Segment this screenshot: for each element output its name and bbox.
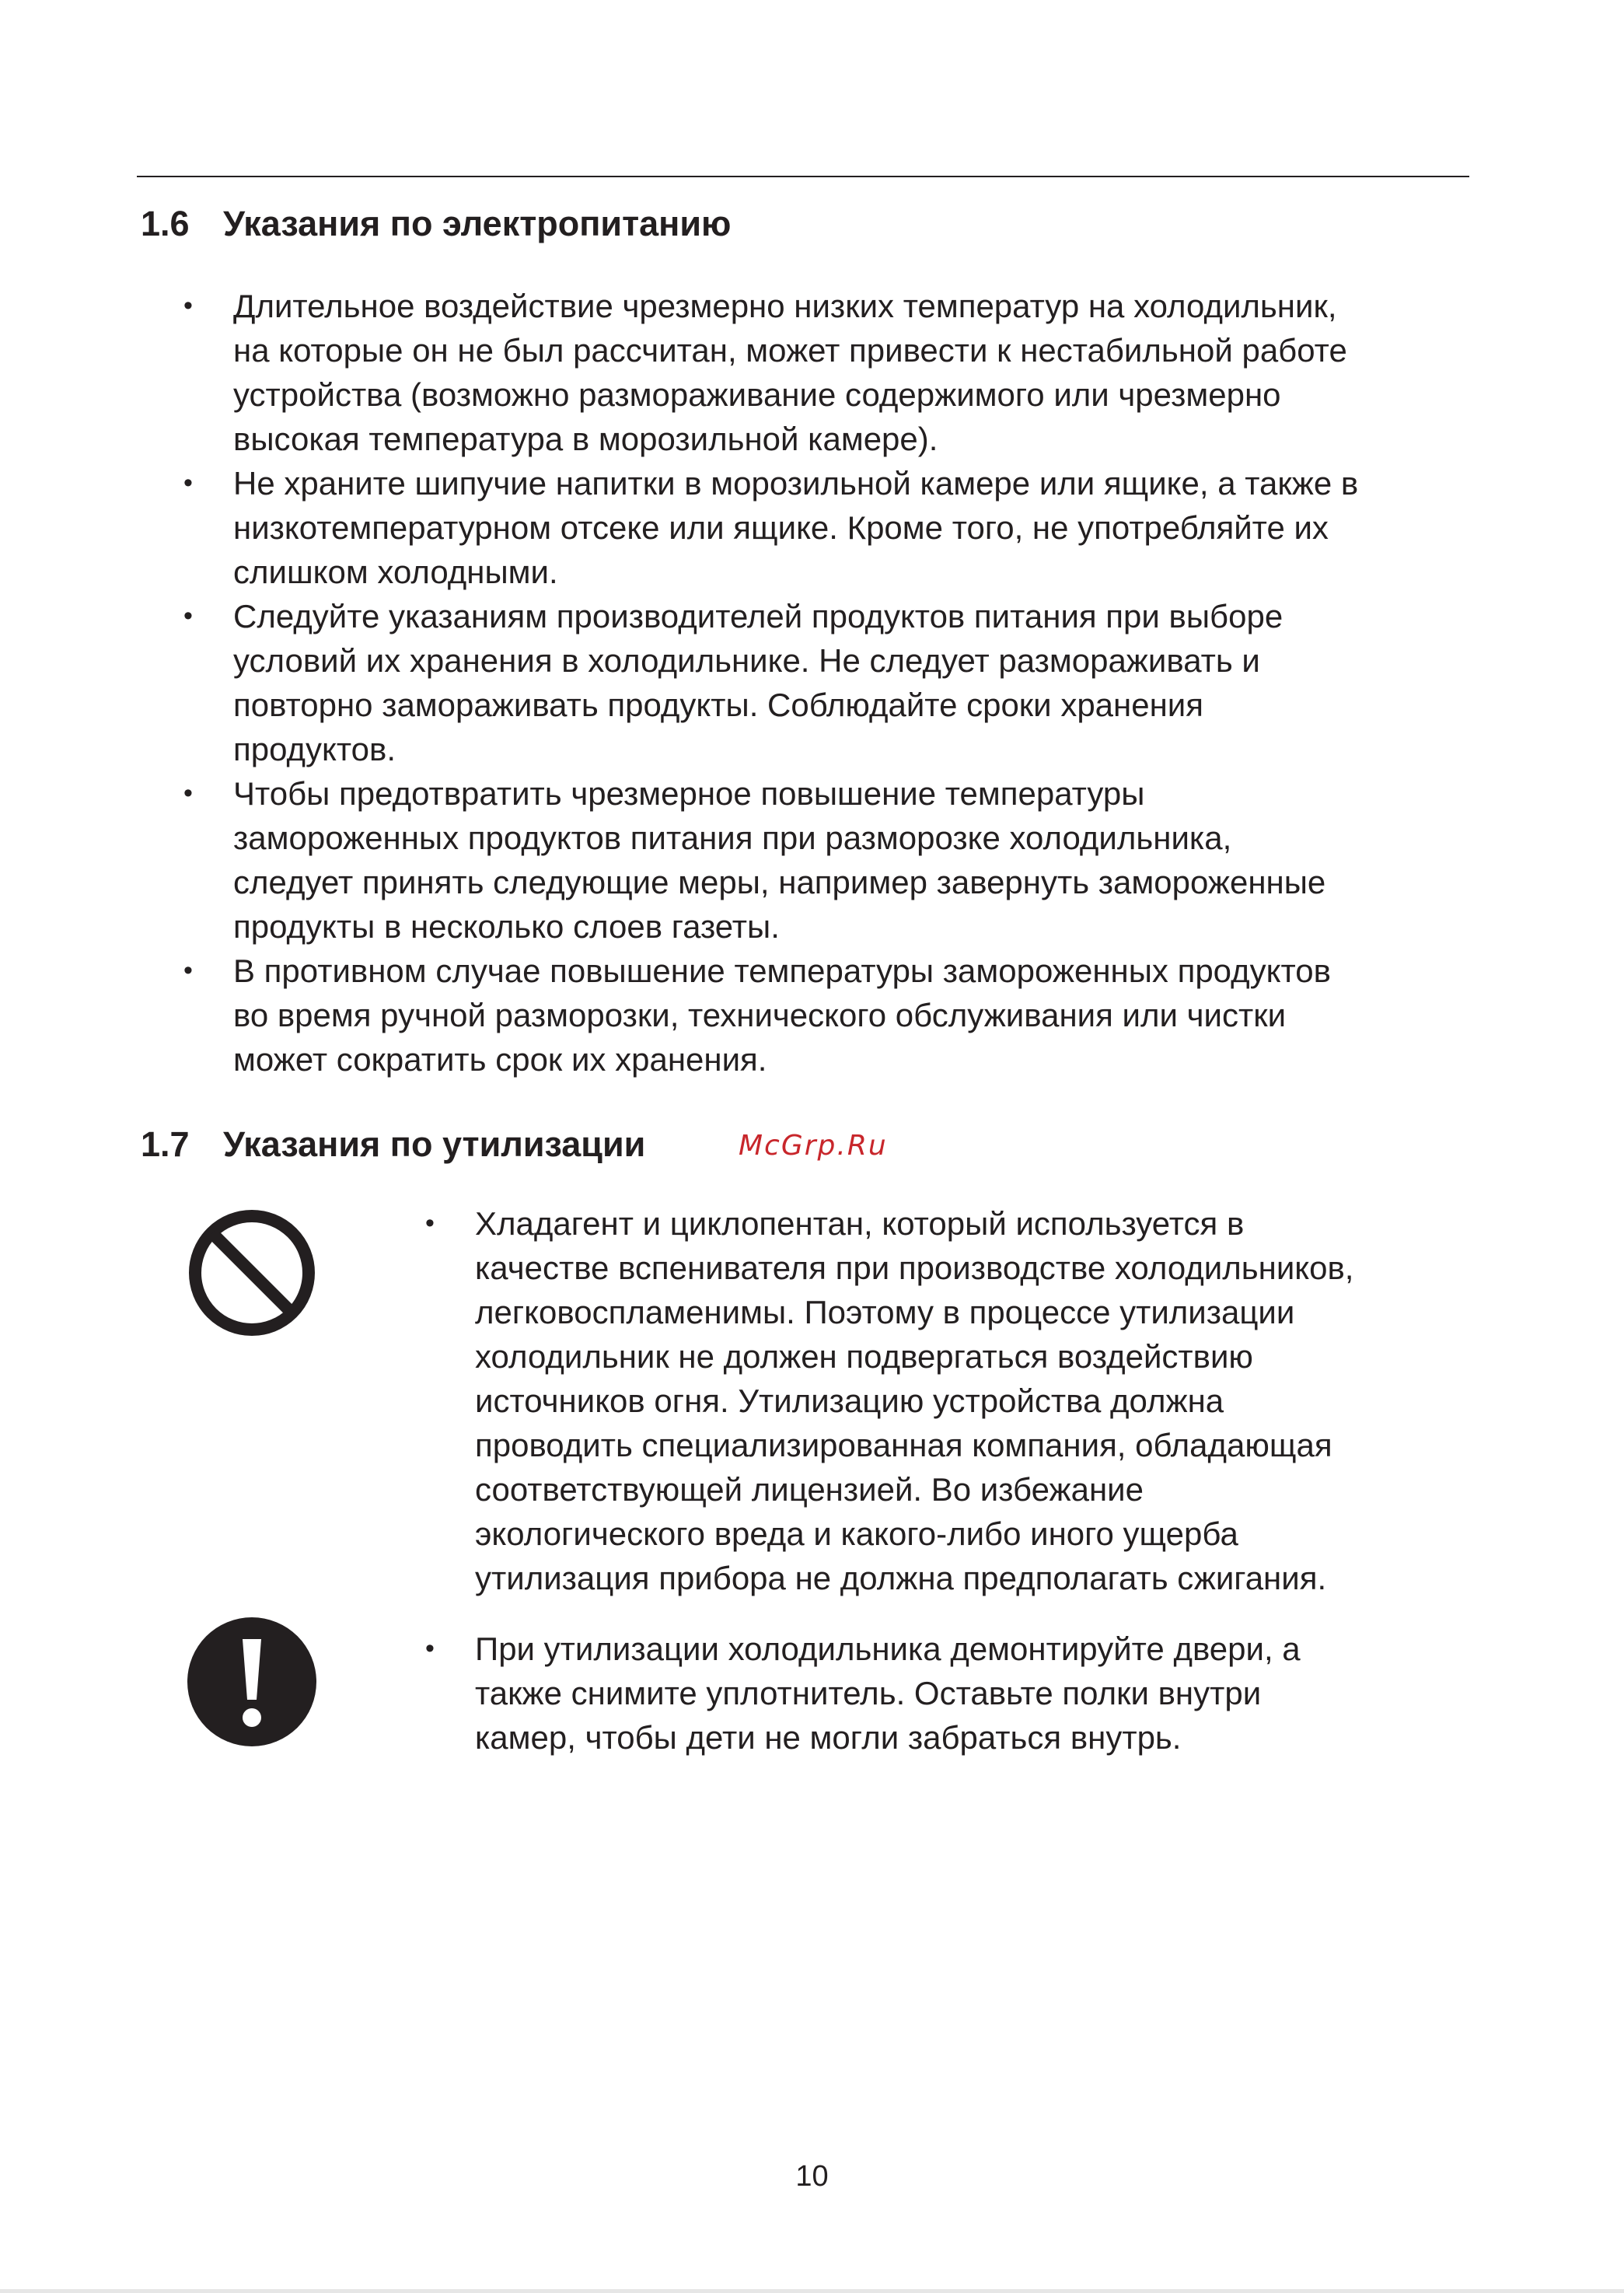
- section-title: Указания по утилизации: [223, 1124, 646, 1164]
- line: устройства (возможно размораживание содержимого или чрезмерно: [233, 376, 1281, 413]
- watermark: McGrp.Ru: [739, 1130, 888, 1162]
- line: проводить специализированная компания, обладающая: [475, 1427, 1332, 1463]
- bullet-marker: •: [183, 778, 193, 808]
- line: холодильник не должен подвергаться воздействию: [475, 1338, 1253, 1375]
- line: условий их хранения в холодильнике. Не следует размораживать и: [233, 642, 1260, 679]
- line: также снимите уплотнитель. Оставьте полки внутри: [475, 1675, 1262, 1711]
- line: повторно замораживать продукты. Соблюдайте сроки хранения: [233, 687, 1203, 723]
- section-heading-power: [141, 201, 731, 247]
- bullet-marker: •: [183, 601, 193, 631]
- line: камер, чтобы дети не могли забраться внутрь.: [475, 1719, 1182, 1756]
- line: источников огня. Утилизацию устройства должна: [475, 1382, 1224, 1419]
- prohibition-icon: [186, 1207, 318, 1339]
- list-item: [425, 1627, 1478, 1760]
- list-item: [183, 771, 1477, 949]
- line: При утилизации холодильника демонтируйте двери, а: [475, 1631, 1301, 1667]
- line: соответствующей лицензией. Во избежание: [475, 1471, 1144, 1508]
- line: легковоспламенимы. Поэтому в процессе утилизации: [475, 1294, 1295, 1330]
- line: во время ручной разморозки, технического обслуживания или чистки: [233, 997, 1287, 1033]
- line: экологического вреда и какого-либо иного ущерба: [475, 1515, 1238, 1552]
- line: Следуйте указаниям производителей продуктов питания при выборе: [233, 598, 1283, 634]
- line: высокая температура в морозильной камере).: [233, 421, 938, 457]
- line: может сократить срок их хранения.: [233, 1041, 767, 1078]
- disposal-doors-list: [425, 1627, 1478, 1760]
- bullet-marker: •: [425, 1208, 435, 1238]
- line: низкотемпературном отсеке или ящике. Кроме того, не употребляйте их: [233, 509, 1329, 546]
- line: на которые он не был рассчитан, может привести к нестабильной работе: [233, 332, 1347, 369]
- line: Длительное воздействие чрезмерно низких температур на холодильник,: [233, 288, 1337, 324]
- line: качестве вспенивателя при производстве холодильников,: [475, 1250, 1354, 1286]
- disposal-fire-list: [425, 1201, 1478, 1600]
- line: следует принять следующие меры, например завернуть замороженные: [233, 864, 1326, 900]
- list-item: [425, 1201, 1478, 1600]
- page-bottom-edge: [0, 2289, 1624, 2293]
- page-number: 10: [795, 2160, 829, 2193]
- exclamation-icon: [186, 1616, 318, 1748]
- list-item: [183, 461, 1477, 594]
- section-number: 1.6: [141, 204, 190, 243]
- line: продуктов.: [233, 731, 396, 767]
- section-number: 1.7: [141, 1124, 190, 1164]
- list-item: [183, 949, 1477, 1082]
- bullet-marker: •: [183, 468, 193, 498]
- section-title: Указания по электропитанию: [223, 204, 732, 243]
- line: утилизация прибора не должна предполагать сжигания.: [475, 1560, 1327, 1596]
- bullet-marker: •: [183, 291, 193, 320]
- line: продукты в несколько слоев газеты.: [233, 908, 780, 945]
- list-item: [183, 594, 1477, 771]
- power-instructions-list: [183, 284, 1477, 1082]
- line: В противном случае повышение температуры замороженных продуктов: [233, 953, 1331, 989]
- line: Хладагент и циклопентан, который используется в: [475, 1205, 1245, 1242]
- bullet-marker: •: [425, 1634, 435, 1663]
- line: Чтобы предотвратить чрезмерное повышение температуры: [233, 775, 1145, 812]
- bullet-marker: •: [183, 956, 193, 985]
- line: Не храните шипучие напитки в морозильной камере или ящике, а также в: [233, 465, 1359, 502]
- header-rule: [137, 176, 1469, 177]
- line: слишком холодными.: [233, 554, 558, 590]
- section-heading-disposal: [141, 1121, 645, 1168]
- list-item: [183, 284, 1477, 461]
- line: замороженных продуктов питания при разморозке холодильника,: [233, 820, 1232, 856]
